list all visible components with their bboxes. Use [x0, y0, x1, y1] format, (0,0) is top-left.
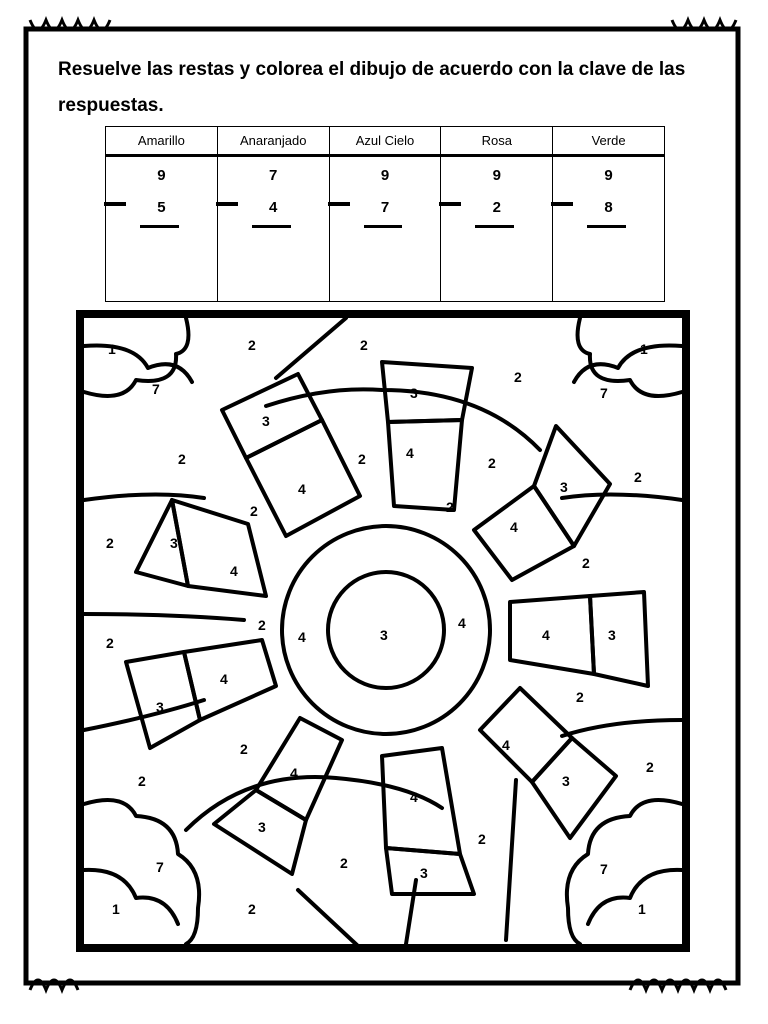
region-label: 4 — [458, 615, 466, 631]
color-name: Verde — [553, 127, 665, 156]
region-label: 2 — [258, 617, 266, 633]
region-label: 2 — [446, 499, 454, 515]
region-label: 3 — [262, 413, 270, 429]
region-label: 4 — [410, 789, 418, 805]
answer-line — [475, 225, 514, 228]
region-label: 4 — [542, 627, 550, 643]
region-label: 2 — [514, 369, 522, 385]
region-label: 4 — [298, 629, 306, 645]
minuend: 9 — [492, 167, 501, 184]
subtrahend: 7 — [380, 199, 390, 216]
subtrahend: 5 — [157, 199, 166, 216]
answer-line — [140, 225, 179, 228]
subtraction-problem[interactable] — [106, 156, 218, 302]
minuend: 7 — [269, 167, 278, 184]
region-label: 4 — [510, 519, 518, 535]
color-name: Anaranjado — [217, 127, 329, 156]
region-label: 4 — [502, 737, 510, 753]
region-label: 7 — [600, 861, 608, 877]
region-label: 2 — [248, 337, 256, 353]
color-name: Rosa — [441, 127, 553, 156]
region-label: 4 — [230, 563, 238, 579]
region-label: 2 — [634, 469, 642, 485]
subtraction-problem[interactable] — [329, 156, 441, 302]
subtrahend: 8 — [604, 199, 613, 216]
region-label: 7 — [152, 381, 160, 397]
region-label: 3 — [410, 385, 418, 401]
subtrahend: 4 — [269, 199, 278, 216]
color-name: Azul Cielo — [329, 127, 441, 156]
region-label: 4 — [220, 671, 228, 687]
region-label: 2 — [358, 451, 366, 467]
subtraction-row — [106, 156, 665, 302]
region-label: 2 — [582, 555, 590, 571]
region-label: 1 — [108, 341, 116, 357]
region-label: 4 — [290, 765, 298, 781]
region-label: 2 — [340, 855, 348, 871]
region-label: 2 — [646, 759, 654, 775]
color-by-number-picture[interactable] — [76, 310, 690, 952]
subtraction-problem[interactable] — [441, 156, 553, 302]
region-label: 3 — [608, 627, 616, 643]
subtrahend: 2 — [492, 199, 501, 216]
subtraction-problem[interactable] — [217, 156, 329, 302]
region-label: 4 — [406, 445, 414, 461]
region-label: 7 — [600, 385, 608, 401]
region-label: 3 — [380, 627, 388, 643]
region-label: 4 — [298, 481, 306, 497]
region-label: 3 — [156, 699, 164, 715]
region-label: 2 — [138, 773, 146, 789]
region-label: 2 — [178, 451, 186, 467]
region-label: 3 — [420, 865, 428, 881]
wave-ornament — [30, 20, 110, 30]
region-label: 2 — [248, 901, 256, 917]
region-label: 2 — [360, 337, 368, 353]
region-label: 2 — [250, 503, 258, 519]
region-label: 2 — [488, 455, 496, 471]
instructions-text: Resuelve las restas y colorea el dibujo de acuerdo con la clave de las respuestas. — [58, 59, 686, 116]
region-label: 3 — [562, 773, 570, 789]
answer-line — [587, 225, 626, 228]
region-label: 2 — [106, 535, 114, 551]
color-key-table — [105, 126, 665, 302]
answer-line — [364, 225, 403, 228]
region-label: 3 — [170, 535, 178, 551]
minuend: 9 — [157, 167, 166, 184]
region-label: 7 — [156, 859, 164, 875]
region-label: 3 — [258, 819, 266, 835]
region-label: 2 — [576, 689, 584, 705]
region-label: 2 — [240, 741, 248, 757]
color-name: Amarillo — [106, 127, 218, 156]
region-label: 1 — [112, 901, 120, 917]
subtraction-problem[interactable] — [553, 156, 665, 302]
answer-line — [252, 225, 291, 228]
region-label: 2 — [478, 831, 486, 847]
minuend: 9 — [604, 167, 613, 184]
minuend: 9 — [380, 167, 390, 184]
region-label: 1 — [640, 341, 648, 357]
color-key-header-row — [106, 127, 665, 156]
region-label: 3 — [560, 479, 568, 495]
region-label: 1 — [638, 901, 646, 917]
region-label: 2 — [106, 635, 114, 651]
